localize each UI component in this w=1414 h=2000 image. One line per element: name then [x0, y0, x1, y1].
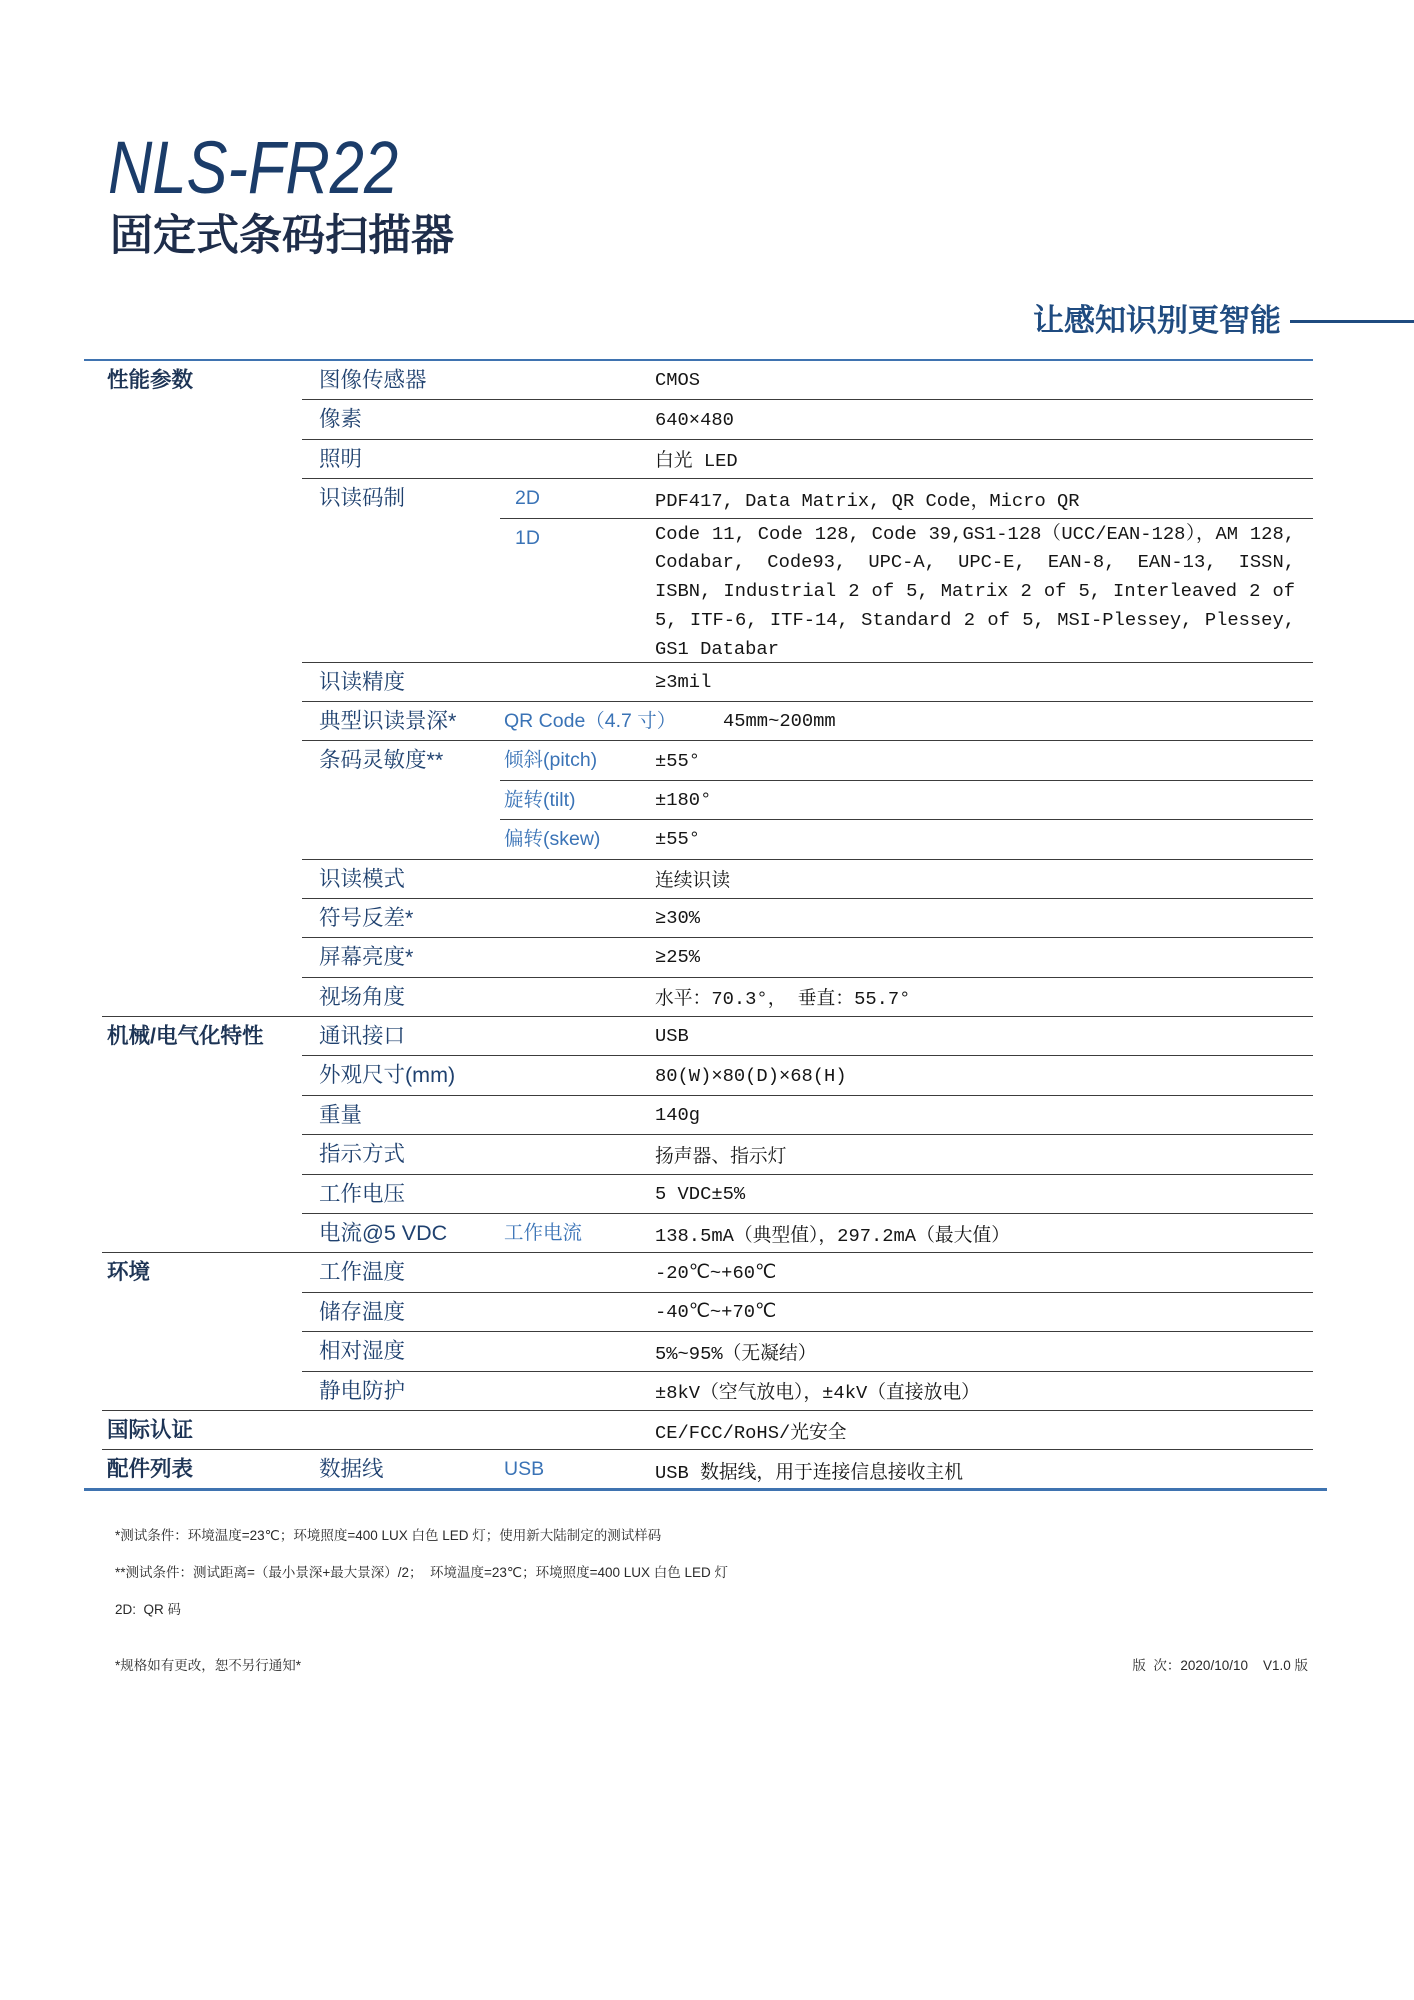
footnote-disclaimer: *规格如有更改，恕不另行通知* [115, 1658, 302, 1673]
spec-value: ≥25% [645, 938, 1313, 977]
spec-value: USB 数据线，用于连接信息接收主机 [655, 1461, 964, 1484]
spec-label: 典型识读景深* [302, 702, 500, 741]
spec-value: ±180° [645, 781, 1313, 820]
spec-value: -20℃~+60℃ [645, 1253, 1313, 1292]
spec-value: 扬声器、指示灯 [645, 1135, 1313, 1174]
spec-value: 140g [645, 1096, 1313, 1135]
spec-value: 水平：70.3°， 垂直：55.7° [645, 978, 1313, 1017]
section-title-performance: 性能参数 [102, 361, 302, 1017]
spec-label: 外观尺寸(mm) [302, 1056, 645, 1095]
spec-value: -40℃~+70℃ [645, 1293, 1313, 1332]
spec-sublabel: 偏转(skew) [500, 820, 645, 859]
spec-label: 符号反差* [302, 899, 645, 938]
footnote-test-conditions: *测试条件：环境温度=23℃；环境照度=400 LUX 白色 LED 灯；使用新大陆制定的测试样码 [115, 1528, 662, 1543]
spec-sublabel: 工作电流 [500, 1214, 645, 1253]
spec-value: 45mm~200mm [645, 702, 1313, 741]
spec-label: 数据线 [319, 1457, 384, 1482]
spec-value: 5%~95%（无凝结） [645, 1332, 1313, 1371]
spec-sublabel: USB [504, 1458, 545, 1481]
spec-label: 相对湿度 [302, 1332, 645, 1371]
spec-value: CMOS [645, 361, 1313, 400]
spec-sublabel: 2D [500, 479, 645, 518]
spec-value: ±55° [645, 820, 1313, 859]
section-title-environment: 环境 [102, 1253, 302, 1411]
spec-value: ±8kV（空气放电），±4kV（直接放电） [645, 1372, 1313, 1411]
spec-value: 5 VDC±5% [645, 1175, 1313, 1214]
spec-sublabel: 1D [500, 519, 645, 663]
spec-label: 重量 [302, 1096, 645, 1135]
spec-value: 80(W)×80(D)×68(H) [645, 1056, 1313, 1095]
spec-label: 屏幕亮度* [302, 938, 645, 977]
spec-label: 像素 [302, 400, 645, 439]
spec-label: 识读码制 [302, 479, 500, 662]
section-title-certification: 国际认证 [102, 1411, 302, 1450]
spec-value: ≥3mil [645, 663, 1313, 702]
spec-value: 640×480 [645, 400, 1313, 439]
spec-value: 连续识读 [645, 860, 1313, 899]
spec-label: 指示方式 [302, 1135, 645, 1174]
spec-label: 静电防护 [302, 1372, 645, 1411]
footnote-sensitivity-conditions: **测试条件：测试距离=（最小景深+最大景深）/2； 环境温度=23℃；环境照度=400 LUX 白色 LED 灯 [115, 1565, 729, 1580]
version-info: 版 次：2020/10/10 V1.0 版 [1132, 1658, 1308, 1673]
table-bottom-rule [84, 1488, 1327, 1491]
spec-label: 照明 [302, 440, 645, 479]
spec-label: 视场角度 [302, 978, 645, 1017]
spec-value: PDF417, Data Matrix, QR Code，Micro QR [645, 479, 1313, 518]
spec-sublabel: 倾斜(pitch) [500, 741, 645, 780]
spec-label: 识读精度 [302, 663, 645, 702]
section-title-mechanical-electrical: 机械/电气化特性 [102, 1017, 302, 1253]
spec-label: 通讯接口 [302, 1017, 645, 1056]
spec-label-empty [302, 1411, 645, 1450]
spec-value: Code 11, Code 128, Code 39,GS1-128（UCC/EAN-128），AM 128, Codabar, Code93, UPC-A, UPC-E, EAN-8, EAN-13, ISSN, ISBN, Industrial 2 of 5, Matrix 2 of 5, Interleaved 2 of 5, ITF-6, ITF-14, Standard 2 of 5, MSI-Plessey, Plessey, GS1 Databar [645, 519, 1313, 663]
slogan-divider [1290, 320, 1414, 323]
spec-table [102, 361, 1313, 1490]
spec-sublabel: QR Code（4.7 寸） [500, 702, 645, 741]
spec-value: 138.5mA（典型值），297.2mA（最大值） [645, 1214, 1313, 1253]
spec-label: 图像传感器 [302, 361, 645, 400]
slogan: 让感知识别更智能 [1033, 303, 1281, 338]
model-title: NLS-FR22 [108, 126, 399, 209]
product-name: 固定式条码扫描器 [110, 212, 454, 260]
spec-sublabel: 旋转(tilt) [500, 781, 645, 820]
section-title-accessories: 配件列表 [107, 1457, 194, 1482]
footnote-2d-note: 2D: QR 码 [115, 1602, 182, 1617]
spec-label: 条码灵敏度** [302, 741, 500, 859]
spec-value: ≥30% [645, 899, 1313, 938]
spec-label: 电流@5 VDC [302, 1214, 500, 1253]
spec-value: USB [645, 1017, 1313, 1056]
spec-label: 工作电压 [302, 1175, 645, 1214]
spec-value: 白光 LED [645, 440, 1313, 479]
spec-value: CE/FCC/RoHS/光安全 [645, 1411, 1313, 1450]
spec-label: 识读模式 [302, 860, 645, 899]
spec-label: 储存温度 [302, 1293, 645, 1332]
spec-value: ±55° [645, 741, 1313, 780]
spec-label: 工作温度 [302, 1253, 645, 1292]
